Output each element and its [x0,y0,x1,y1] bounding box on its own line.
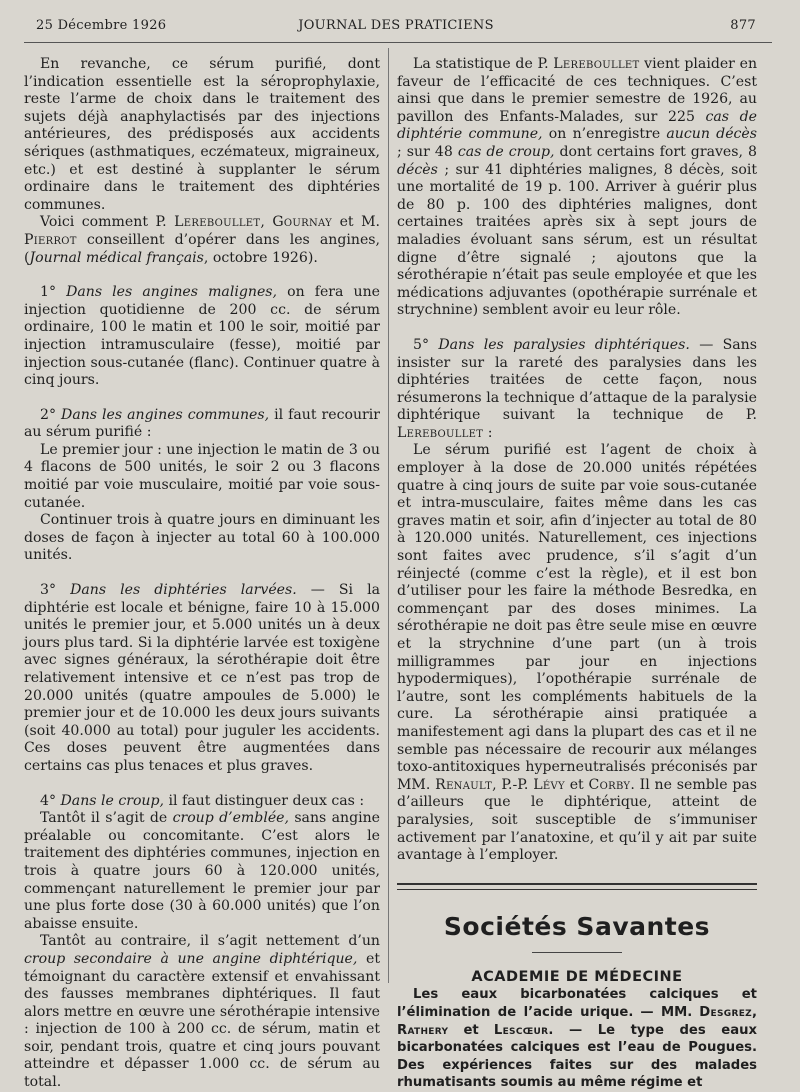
author-name: Lévy [533,776,565,793]
paragraph: 4° Dans le croup, il faut distinguer deux cas : [40,792,365,809]
paragraph: 5° Dans les paralysies diphtériques. — Sans insister sur la rareté des paralysies dans les diphtéries traitées de cette façon, nous résumerons la technique d’attaque de la paralysie diphtérique suivant la technique de P. Lereboullet : [397,336,757,441]
paragraph: Le premier jour : une injection le matin de 3 ou 4 flacons de 500 unités, le soir 2 ou 3 flacons moitié par voie musculaire, moitié par voie sous-cutanée. [24,441,380,511]
paragraph: La statistique de P. Lereboullet vient plaider en faveur de l’efficacité de ces techniques. C’est ainsi que dans le premier semestre de 1926, au pavillon des Enfants-Malades, sur 225 cas de diphtérie commune, on n’enregistre aucun décès ; sur 48 cas de croup, dont certains fort graves, 8 décès ; sur 41 diphtéries malignes, 8 décès, soit une mortalité de 19 p. 100. Arriver à guérir plus de 80 p. 100 des diphtéries malignes, dont certaines traitées après six à sept jours de maladies évoluant sans sérum, est un résultat digne d’être signalé ; ajoutons que la sérothérapie n’était pas seule employée et que les médications adjuvantes (opothérapie surrénale et strychnine) semblent avoir eu leur rôle. [397,56,758,319]
author-name: Renault [435,776,493,793]
item-heading: Dans les paralysies diphtériques. [438,336,690,353]
item-heading: Dans les angines communes, [61,406,270,423]
section-separator [397,883,757,890]
author-name: Gournay [272,214,333,231]
paragraph: Le sérum purifié est l’agent de choix à employer à la dose de 20.000 unités répétées quatre à cinq jours de suite par voie sous-cutanée et intra-musculaire, faites même dans les cas graves matin et soir, afin d’injecter au total de 80 à 120.000 unités. Naturellement, ces injections sont faites avec prudence, s’il s’agit d’un réinjecté (comme c’est la règle), et il est bon d’utiliser pour les faire la méthode Besredka, en commençant par des doses minimes. La sérothérapie ne doit pas être seule mise en œuvre et la strychnine d’une part (un à trois milligrammes par jour en injections hypodermiques), l’opothérapie surrénale de l’autre, sont les compléments habituels de la cure. La sérothérapie ainsi pratiquée a manifestement agi dans la plupart des cas et il ne semble pas nécessaire de recourir aux mélanges toxo-antitoxiques hyperneutralisés préconisés par MM. Renault, P.-P. Lévy et Corby. Il ne semble pas d’ailleurs que le diphtérique, atteint de paralysies, soit susceptible de s’immuniser activement par l’anatoxine, et qu’il y ait par suite avantage à l’employer. [397,442,758,864]
abstract-paragraph: Les eaux bicarbonatées calciques et l’élimination de l’acide urique. — MM. Desgrez, Rathery et Lescœur. — Le type des eaux bicarbonatées calciques est l’eau de Pougues. Des expériences faites sur des malades rhumatisants soumis au même régime et [397,987,757,1091]
title-rule [532,952,622,953]
paragraph: Continuer trois à quatre jours en diminuant les doses de façon à injecter au total 60 à 100.000 unités. [24,512,380,564]
author-name: Desgrez [699,1004,752,1020]
journal-reference: Journal médical français [29,249,204,266]
left-column [24,56,380,1092]
author-name: Rathery [397,1022,449,1038]
column-divider [388,48,389,983]
paragraph: 3° Dans les diphtéries larvées. — Si la diphtérie est locale et bénigne, faire 10 à 15.000 unités le premier jour, et 5.000 unités un à deux jours plus tard. Si la diphtérie larvée est toxigène avec signes généraux, la sérothérapie doit être relativement intensive et ce n’est pas trop de 20.000 unités (quatre ampoules de 5.000) le premier jour et de 10.000 les deux jours suivants (soit 40.000 au total) pour juguler les accidents. Ces doses peuvent être augmentées dans certains cas plus tenaces et plus graves. [24,582,380,774]
author-name: Lescœur [493,1022,549,1038]
author-name: Lereboullet [553,56,640,72]
abstract-title: Les eaux bicarbonatées calciques et l’élimination de l’acide urique. [397,987,757,1020]
paragraph: Tantôt il s’agit de croup d’emblée, sans angine préalable ou concomitante. C’est alors le traitement des diphtéries communes, injection en trois à quatre jours 60 à 120.000 unités, commençant naturellement le premier jour par une plus forte dose (30 à 60.000 unités) que l’on abaisse ensuite. [24,810,381,932]
item-heading: Dans les angines malignes, [66,284,278,301]
running-head [36,18,756,38]
right-column [397,56,757,1092]
paragraph: Voici comment P. Lereboullet, Gournay et M. Pierrot conseillent d’opérer dans les angines, (Journal médical français, octobre 1926). [24,214,381,266]
paragraph: 1° Dans les angines malignes, on fera une injection quotidienne de 200 cc. de sérum ordinaire, 100 le matin et 100 le soir, moitié par injection intramusculaire (fesse), moitié par injection sous-cutanée (flanc). Continuer quatre à cinq jours. [24,284,380,389]
issue-date: 25 Décembre 1926 [36,18,167,33]
author-name: Corby [588,776,631,793]
paragraph: En revanche, ce sérum purifié, dont l’indication essentielle est la séroprophylaxie, reste l’arme de choix dans le traitement des sujets déjà anaphylactisés par des injections antérieures, des prédisposés aux accidents sériques (asthmatiques, eczémateux, migraineux, etc.) et est destiné à supplanter le sérum ordinaire dans le traitement des diphtéries communes. [24,56,380,213]
item-heading: Dans le croup, [60,792,165,809]
header-rule [24,42,772,43]
paragraph: Tantôt au contraire, il s’agit nettement d’un croup secondaire à une angine diphtérique, et témoignant du caractère extensif et envahissant des fausses membranes diphtériques. Il faut alors mettre en œuvre une sérothérapie intensive : injection de 100 à 200 cc. de sérum, matin et soir, pendant trois, quatre et cinq jours pouvant atteindre et dépasser 1.000 cc. de sérum au total. [24,933,380,1091]
subsection-title: ACADEMIE DE MÉDECINE [471,968,683,985]
journal-title: JOURNAL DES PRATICIENS [298,18,494,33]
item-heading: Dans les diphtéries larvées. [70,582,297,599]
paragraph: 2° Dans les angines communes, il faut recourir au sérum purifié : [24,406,381,441]
author-name: Lereboullet [397,424,484,441]
section-title: Sociétés Savantes [443,911,711,941]
author-name: Lereboullet [174,214,261,231]
page-number: 877 [730,18,756,33]
author-name: Pierrot [24,231,77,248]
